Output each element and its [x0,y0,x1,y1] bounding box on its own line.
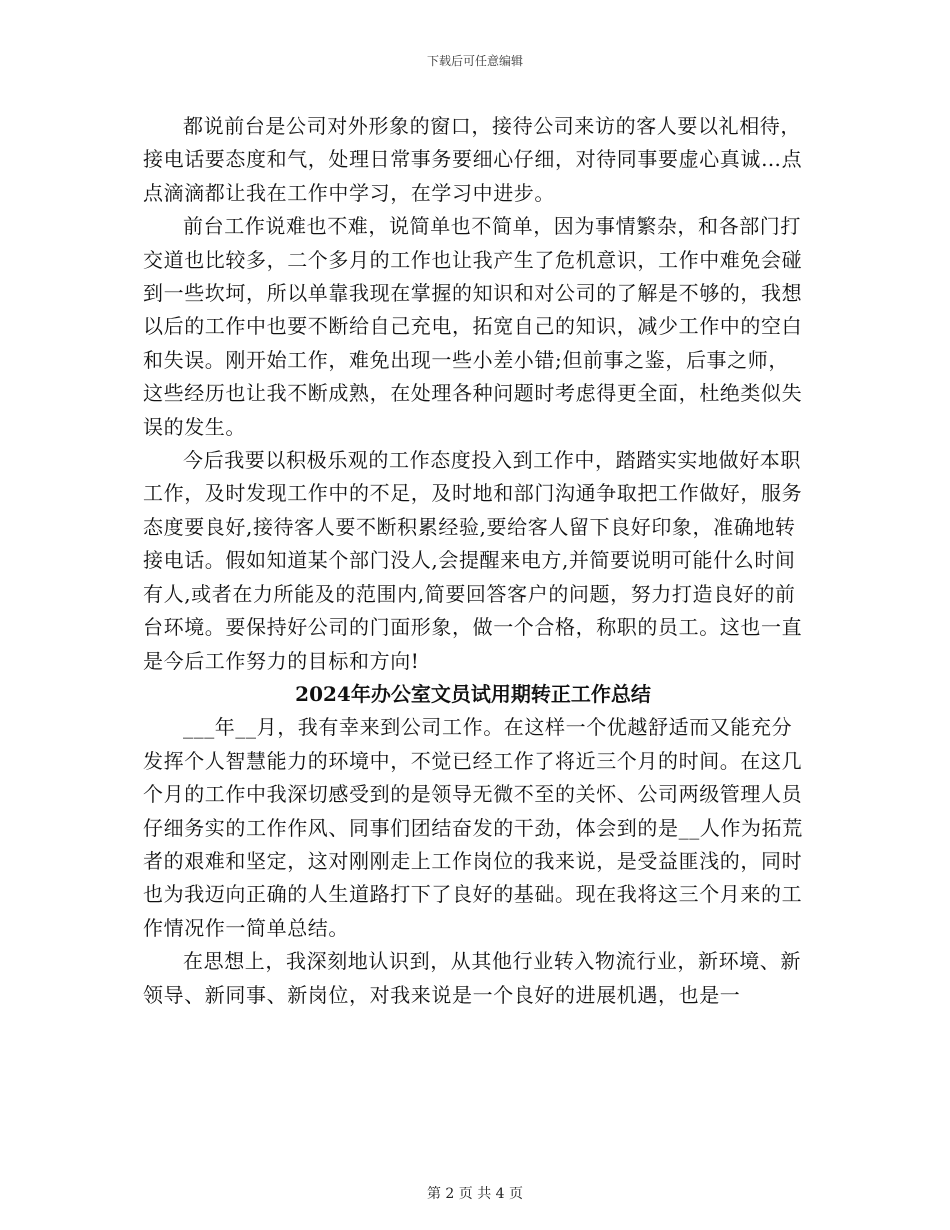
section-title: 2024年办公室文员试用期转正工作总结 [295,681,651,706]
paragraph: 前台工作说难也不难，说简单也不简单，因为事情繁杂，和各部门打交道也比较多，二个多月的工作也让我产生了危机意识，工作中难免会碰到一些坎坷，所以单靠我现在掌握的知识和对公司的了解是不够的，我想以后的工作中也要不断给自己充电，拓宽自己的知识，减少工作中的空白和失误。刚开始工作，难免出现一些小差小错;但前事之鉴，后事之师，这些经历也让我不断成熟，在处理各种问题时考虑得更全面，杜绝类似失误的发生。 [143,214,803,439]
paragraph: 今后我要以积极乐观的工作态度投入到工作中，踏踏实实地做好本职工作，及时发现工作中的不足，及时地和部门沟通争取把工作做好，服务态度要良好,接待客人要不断积累经验,要给客人留下良好印象，准确地转接电话。假如知道某个部门没人,会提醒来电方,并简要说明可能什么时间有人,或者在力所能及的范围内,简要回答客户的问题，努力打造良好的前台环境。要保持好公司的门面形象，做一个合格，称职的员工。这也一直是今后工作努力的目标和方向! [143,448,803,673]
paragraph: 在思想上，我深刻地认识到，从其他行业转入物流行业，新环境、新领导、新同事、新岗位，对我来说是一个良好的进展机遇，也是一 [143,949,801,1007]
paragraph: ___年__月，我有幸来到公司工作。在这样一个优越舒适而又能充分发挥个人智慧能力的环境中，不觉已经工作了将近三个月的时间。在这几个月的工作中我深切感受到的是领导无微不至的关怀、公司两级管理人员仔细务实的工作作风、同事们团结奋发的干劲，体会到的是__人作为拓荒者的艰难和坚定，这对刚刚走上工作岗位的我来说，是受益匪浅的，同时也为我迈向正确的人生道路打下了良好的基础。现在我将这三个月来的工作情况作一简单总结。 [143,715,803,940]
paragraph: 都说前台是公司对外形象的窗口，接待公司来访的客人要以礼相待，接电话要态度和气，处理日常事务要细心仔细，对待同事要虚心真诚…点点滴滴都让我在工作中学习，在学习中进步。 [143,114,803,205]
document-body [143,110,803,1012]
page-number: 第 2 页 共 4 页 [426,1186,524,1202]
page-header-note: 下载后可任意编辑 [426,54,523,68]
